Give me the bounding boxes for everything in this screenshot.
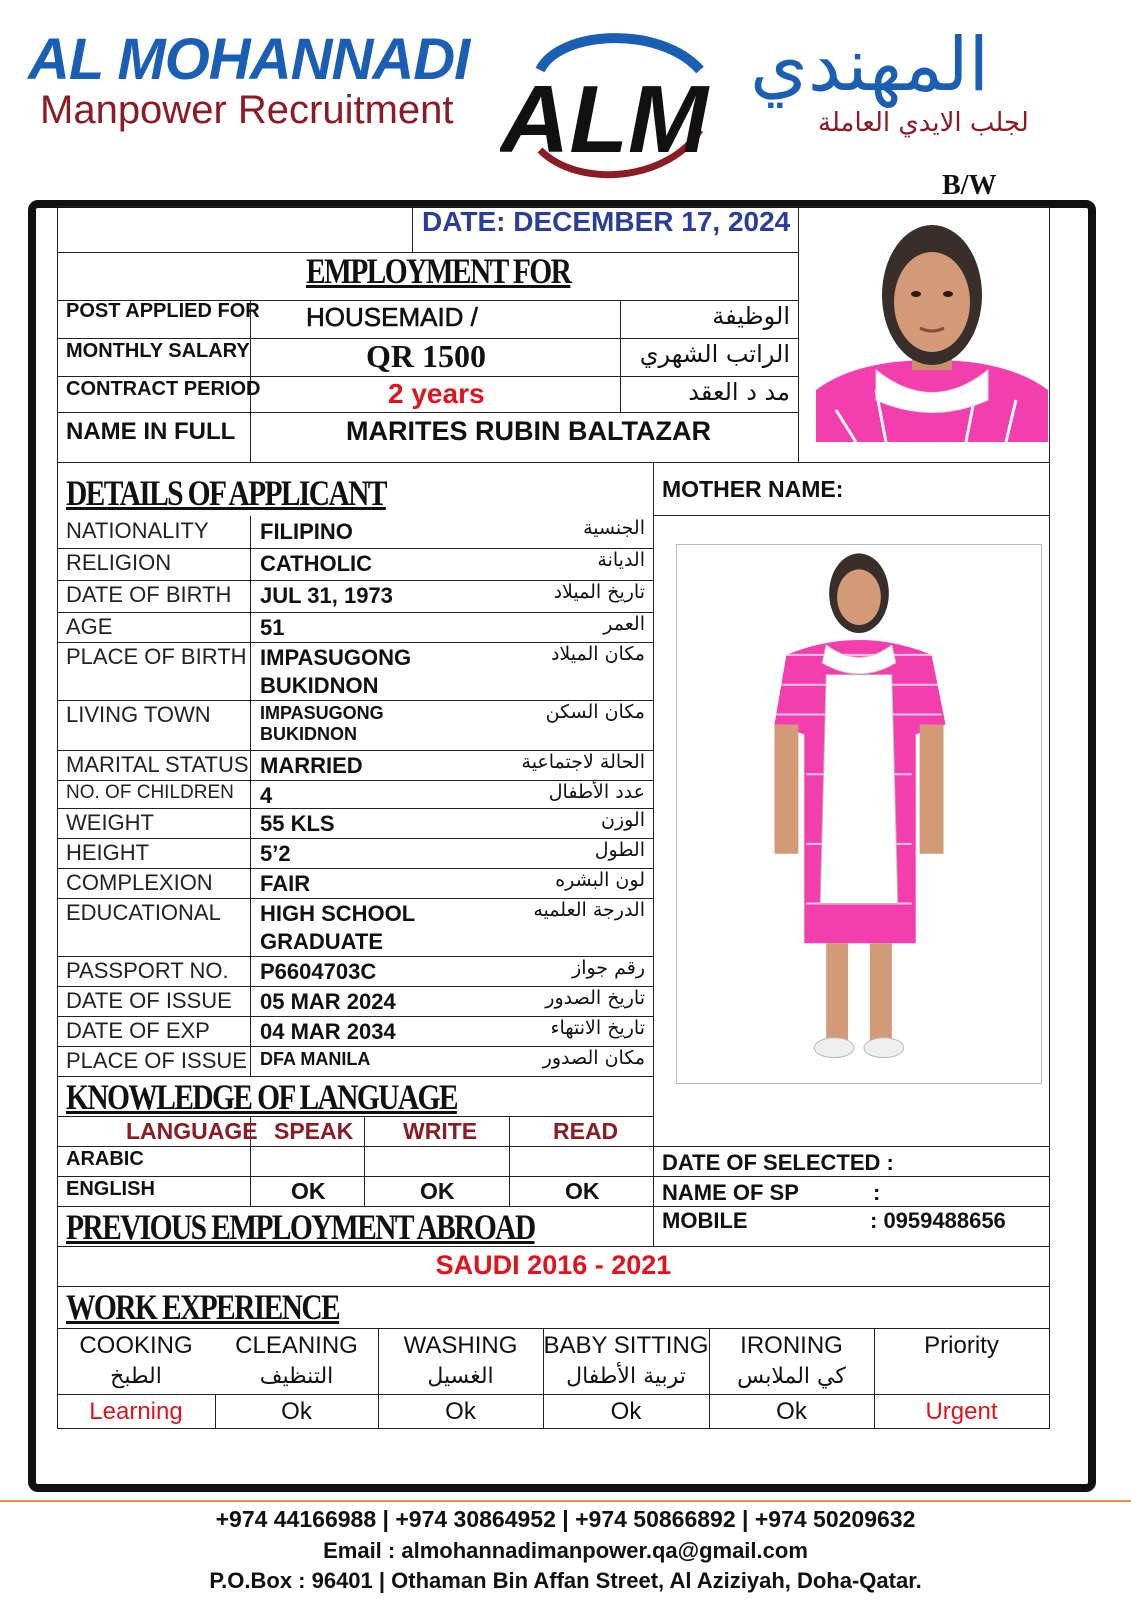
mother-name-label: MOTHER NAME:: [662, 476, 844, 502]
logo-arabic-tagline: لجلب الايدي العاملة: [818, 108, 1029, 138]
name-value: MARITES RUBIN BALTAZAR: [346, 416, 711, 446]
salary-value: QR 1500: [366, 338, 486, 374]
date-of-selected: DATE OF SELECTED :: [662, 1150, 894, 1175]
lang-arabic: ARABIC: [66, 1148, 144, 1170]
work-skill-arabic: تربية الأطفال: [566, 1364, 686, 1389]
lang-header-write: WRITE: [403, 1118, 478, 1144]
detail-arabic: تاريخ الصدور: [545, 987, 645, 1009]
detail-value: 4: [260, 783, 273, 808]
detail-label: AGE: [66, 614, 113, 639]
lang-header-read: READ: [553, 1118, 619, 1144]
lang-header-speak: SPEAK: [274, 1118, 354, 1144]
detail-value: DFA MANILA: [260, 1049, 371, 1069]
detail-arabic: تاريخ الانتهاء: [550, 1017, 645, 1039]
detail-arabic: مكان الصدور: [542, 1047, 645, 1069]
work-title: WORK EXPERIENCE: [66, 1287, 340, 1327]
mobile-label: MOBILE: [662, 1208, 748, 1233]
detail-arabic: رقم جواز: [572, 957, 645, 979]
english-write: OK: [420, 1178, 455, 1204]
detail-label: PASSPORT NO.: [66, 958, 229, 983]
contract-value: 2 years: [388, 378, 485, 409]
detail-label: PLACE OF BIRTH: [66, 644, 247, 669]
english-read: OK: [565, 1178, 600, 1204]
mobile-value: : 0959488656: [870, 1208, 1006, 1233]
previous-title: PREVIOUS EMPLOYMENT ABROAD: [66, 1207, 535, 1247]
work-skill-label: IRONING: [740, 1332, 843, 1359]
detail-label: NO. OF CHILDREN: [66, 782, 234, 803]
post-applied-label: POST APPLIED FOR: [66, 300, 260, 322]
detail-value: 51: [260, 615, 285, 640]
lang-english: ENGLISH: [66, 1178, 155, 1200]
work-skill-label: WASHING: [403, 1332, 518, 1359]
detail-label: DATE OF BIRTH: [66, 582, 232, 607]
detail-label: DATE OF ISSUE: [66, 988, 232, 1013]
detail-arabic: عدد الأطفال: [548, 781, 645, 803]
work-skill-value: Ok: [281, 1398, 312, 1425]
logo-tagline: Manpower Recruitment: [40, 88, 454, 132]
detail-arabic: الجنسية: [583, 517, 645, 539]
logo-arabic: المهندي: [750, 22, 990, 108]
work-skill-value: Ok: [776, 1398, 807, 1425]
work-skill-arabic: الطبخ: [110, 1364, 162, 1389]
work-skill-value: Urgent: [925, 1398, 998, 1425]
post-applied-arabic: الوظيفة: [712, 302, 790, 330]
detail-value: 55 KLS: [260, 811, 335, 836]
detail-label: WEIGHT: [66, 810, 154, 835]
detail-value: CATHOLIC: [260, 551, 373, 576]
detail-label: NATIONALITY: [66, 518, 209, 543]
details-column-divider: [250, 516, 251, 1076]
previous-value: SAUDI 2016 - 2021: [435, 1250, 672, 1280]
footer-email: Email : almohannadimanpower.qa@gmail.com: [323, 1538, 808, 1563]
detail-arabic: مكان الميلاد: [550, 643, 645, 665]
alm-logo-icon: [500, 30, 730, 180]
work-skill-label: COOKING: [79, 1332, 193, 1359]
work-skill-arabic: كي الملابس: [737, 1364, 846, 1389]
work-skill-value: Learning: [89, 1398, 183, 1425]
detail-arabic: الحالة لاجتماعية: [521, 751, 645, 773]
name-label: NAME IN FULL: [66, 418, 236, 445]
detail-value: HIGH SCHOOL: [260, 901, 416, 926]
detail-arabic: مكان السكن: [545, 701, 645, 723]
detail-value: IMPASUGONG: [260, 703, 384, 723]
detail-arabic: لون البشره: [555, 869, 645, 891]
detail-label: DATE OF EXP: [66, 1018, 210, 1043]
detail-value: P6604703C: [260, 959, 377, 984]
detail-label: HEIGHT: [66, 840, 150, 865]
bw-mark: B/W: [942, 170, 997, 201]
work-skill-arabic: الغسيل: [427, 1364, 494, 1389]
footer-phones: +974 44166988 | +974 30864952 | +974 50866892 | +974 50209632: [215, 1506, 916, 1532]
detail-arabic: العمر: [603, 613, 645, 635]
name-of-sp-value: :: [873, 1180, 881, 1205]
detail-value: MARRIED: [260, 753, 363, 778]
contract-arabic: مد د العقد: [688, 378, 790, 406]
employment-title: EMPLOYMENT FOR: [306, 251, 571, 291]
detail-arabic: تاريخ الميلاد: [553, 581, 645, 603]
applicant-portrait: [816, 210, 1048, 442]
detail-arabic: الطول: [594, 839, 645, 861]
detail-label: LIVING TOWN: [66, 702, 211, 727]
work-skill-label: Priority: [924, 1332, 999, 1359]
work-skill-label: CLEANING: [235, 1332, 358, 1359]
work-skill-value: Ok: [610, 1398, 642, 1425]
detail-label: PLACE OF ISSUE: [66, 1048, 247, 1073]
detail-value: FILIPINO: [260, 519, 353, 544]
post-applied-value: HOUSEMAID /: [306, 302, 478, 332]
work-skill-arabic: التنظيف: [259, 1364, 334, 1389]
form-date: DATE: DECEMBER 17, 2024: [422, 206, 791, 237]
lang-header-language: LANGUAGE: [126, 1118, 258, 1144]
detail-value-line2: BUKIDNON: [260, 724, 357, 744]
english-speak: OK: [291, 1178, 326, 1204]
footer-address: P.O.Box : 96401 | Othaman Bin Affan Street, Al Aziziyah, Doha-Qatar.: [209, 1568, 922, 1593]
salary-arabic: الراتب الشهري: [639, 340, 790, 368]
detail-label: RELIGION: [66, 550, 172, 575]
detail-value: 05 MAR 2024: [260, 989, 396, 1014]
detail-value-line2: BUKIDNON: [260, 673, 379, 698]
detail-arabic: الوزن: [600, 809, 645, 831]
logo-name: AL MOHANNADI: [28, 27, 470, 92]
salary-label: MONTHLY SALARY: [66, 340, 250, 362]
language-title: KNOWLEDGE OF LANGUAGE: [66, 1077, 457, 1117]
detail-arabic: الدرجة العلميه: [533, 899, 645, 921]
detail-arabic: الديانة: [597, 549, 645, 571]
footer-divider: [0, 1500, 1131, 1502]
applicant-full-photo: [676, 544, 1042, 1084]
detail-label: MARITAL STATUS: [66, 752, 249, 777]
contract-label: CONTRACT PERIOD: [66, 378, 261, 400]
detail-value: 5’2: [260, 841, 291, 866]
detail-value: FAIR: [260, 871, 311, 896]
detail-value: 04 MAR 2034: [260, 1019, 396, 1044]
detail-value-line2: GRADUATE: [260, 929, 384, 954]
details-title: DETAILS OF APPLICANT: [66, 473, 386, 513]
detail-value: JUL 31, 1973: [260, 583, 393, 608]
detail-value: IMPASUGONG: [260, 645, 412, 670]
work-skill-label: BABY SITTING: [543, 1332, 709, 1359]
detail-label: EDUCATIONAL: [66, 900, 221, 925]
alm-logo-mark: ALM: [500, 66, 708, 173]
detail-label: COMPLEXION: [66, 870, 213, 895]
name-of-sp-label: NAME OF SP: [662, 1180, 799, 1205]
work-skill-value: Ok: [445, 1398, 476, 1425]
